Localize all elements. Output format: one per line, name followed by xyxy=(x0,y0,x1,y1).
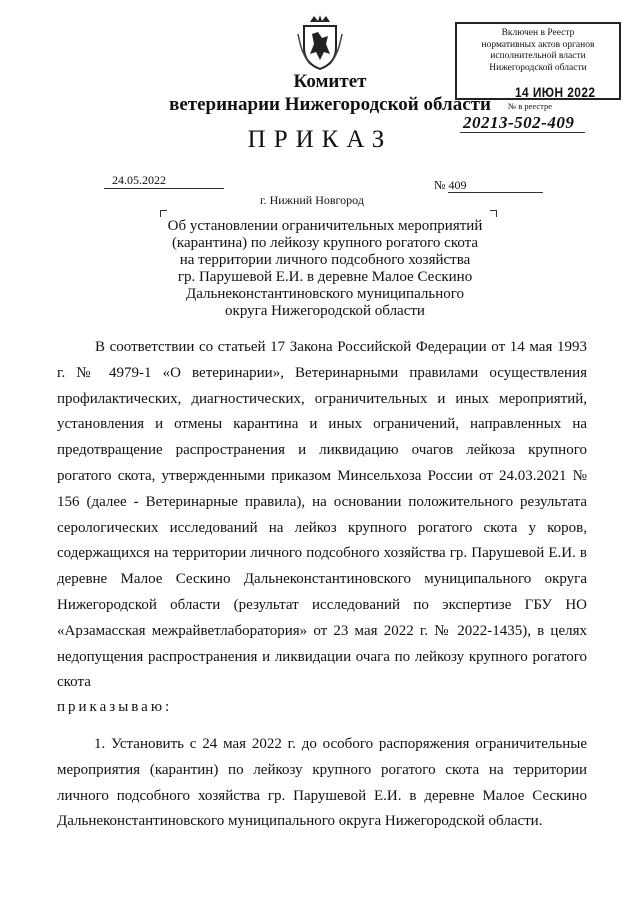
document-number: № 409 xyxy=(434,178,467,192)
document-title: ПРИКАЗ xyxy=(247,126,393,153)
document-date: 24.05.2022 xyxy=(112,173,166,187)
stamp-reg-label: № в реестре xyxy=(508,101,552,111)
org-name-line2: ветеринарии Нижегородской области xyxy=(169,94,491,115)
decree-word: приказываю: xyxy=(57,699,173,715)
stamp-date: 14 ИЮН 2022 xyxy=(515,84,596,100)
subject-line: округа Нижегородской области xyxy=(225,303,425,319)
stamp-line: нормативных актов органов xyxy=(481,39,595,50)
document-subject xyxy=(160,218,490,320)
body-paragraph-preamble: В соответствии со статьей 17 Закона Российской Федерации от 14 мая 1993 г. № 4979-1 «О ветеринарии», Ветеринарными правилами осуществления профилактических, диагностических, ограничительных и иных мероприятий, установления и отмены карантина и иных ограничений, направленных на предотвращение распространения и ликвидацию очагов лейкоза крупного рогатого скота, утвержденными приказом Минсельхоза России от 24.03.2021 № 156 (далее - Ветеринарные правила), на основании положительного результата серологических исследований на лейкоз крупного рогатого скота у коров, содержащихся на территории личного подсобного хозяйства гр. Парушевой Е.И. в деревне Малое Сескино Дальнеконстантиновского муниципального округа Нижегородской области (результат исследований по экспертизе ГБУ НО «Арзамасская межрайветлаборатория» от 23 мая 2022 г. № 2022-1435), в целях недопущения распространения и ликвидации очага по лейкозу крупного рогатого скота xyxy=(57,339,587,691)
subject-corner-right xyxy=(490,210,497,217)
body-item-1: 1. Установить с 24 мая 2022 г. до особого распоряжения ограничительные мероприятия (карантин) по лейкозу крупного рогатого скота на территории личного подсобного хозяйства гр. Парушевой Е.И. в деревне Малое Сескино Дальнеконстантиновского муниципального округа Нижегородской области. xyxy=(57,736,587,830)
subject-corner-left xyxy=(160,210,167,217)
subject-line: на территории личного подсобного хозяйства xyxy=(179,252,471,268)
subject-line: Об установлении ограничительных мероприятий xyxy=(167,218,483,234)
stamp-line: исполнительной власти xyxy=(490,51,586,61)
number-underline xyxy=(448,192,543,193)
subject-line: Дальнеконстантиновского муниципального xyxy=(185,286,465,302)
subject-line: (карантина) по лейкозу крупного рогатого скота xyxy=(171,235,479,251)
subject-line: гр. Парушевой Е.И. в деревне Малое Сескино xyxy=(177,269,473,285)
date-underline xyxy=(104,188,224,189)
document-city: г. Нижний Новгород xyxy=(260,193,364,207)
coat-of-arms-icon xyxy=(296,14,344,70)
stamp-line: Нижегородской области xyxy=(489,62,587,73)
org-name-line1: Комитет xyxy=(293,71,367,92)
stamp-underline xyxy=(460,132,585,133)
stamp-line: Включен в Реестр xyxy=(501,28,575,38)
stamp-reg-number: 20213-502-409 xyxy=(463,113,575,132)
